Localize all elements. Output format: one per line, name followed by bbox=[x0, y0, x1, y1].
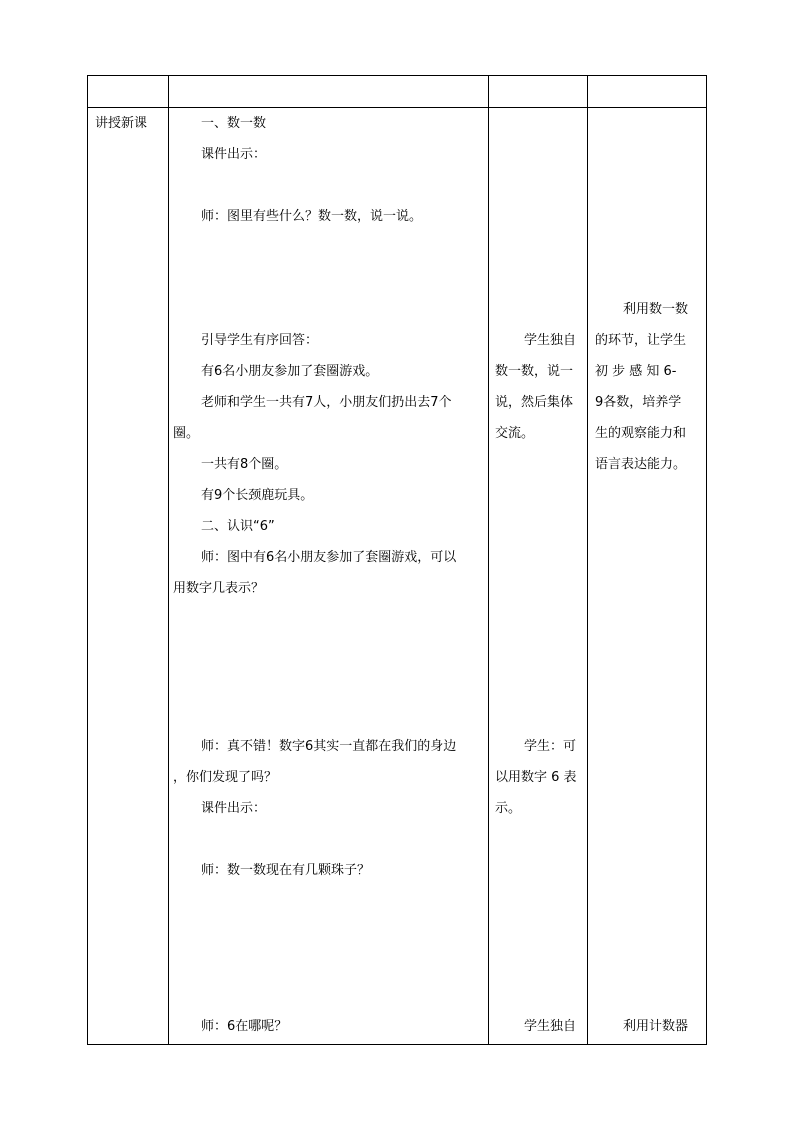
section-heading-recognize-6: 二、认识“6” bbox=[201, 519, 275, 534]
content-line: 师：图里有些什么？数一数，说一说。 bbox=[201, 209, 423, 224]
content-line: 师：6在哪呢？ bbox=[201, 1019, 288, 1034]
student-activity-line: 学生独自 bbox=[524, 333, 577, 348]
header-row-divider bbox=[87, 107, 707, 108]
student-activity-line: 说，然后集体 bbox=[495, 395, 574, 410]
content-line: 圈。 bbox=[173, 426, 200, 441]
student-activity-line: 数一数，说一 bbox=[495, 364, 574, 379]
table-left-border bbox=[87, 75, 88, 1045]
column-divider-1 bbox=[168, 75, 169, 1045]
content-line: 师：图中有6名小朋友参加了套圈游戏，可以 bbox=[201, 550, 457, 565]
content-line: 师：真不错！数字6其实一直都在我们的身边 bbox=[201, 739, 457, 754]
design-intent-line: 利用计数器 bbox=[623, 1019, 689, 1034]
design-intent-line: 的环节，让学生 bbox=[595, 333, 687, 348]
table-right-border bbox=[706, 75, 707, 1045]
table-top-border bbox=[87, 75, 707, 76]
column-divider-2 bbox=[488, 75, 489, 1045]
content-line: 有6名小朋友参加了套圈游戏。 bbox=[201, 364, 379, 379]
student-activity-line: 交流。 bbox=[495, 426, 535, 441]
content-line: 师：数一数现在有几颗珠子？ bbox=[201, 863, 371, 878]
content-line: 一共有8个圈。 bbox=[201, 457, 288, 472]
content-line: 课件出示： bbox=[201, 147, 267, 162]
design-intent-line: 利用数一数 bbox=[623, 302, 689, 317]
section-label: 讲授新课 bbox=[95, 116, 148, 131]
column-divider-3 bbox=[587, 75, 588, 1045]
student-activity-line: 以用数字 6 表 bbox=[495, 770, 577, 785]
student-activity-line: 学生独自 bbox=[524, 1019, 577, 1034]
design-intent-line: 初 步 感 知 6- bbox=[595, 364, 677, 379]
student-activity-line: 学生：可 bbox=[524, 739, 577, 754]
section-heading-count: 一、数一数 bbox=[201, 116, 267, 131]
content-line: ，你们发现了吗？ bbox=[173, 770, 278, 785]
design-intent-line: 9各数，培养学 bbox=[595, 395, 682, 410]
table-bottom-border bbox=[87, 1044, 707, 1045]
content-line: 课件出示： bbox=[201, 801, 267, 816]
content-line: 用数字几表示？ bbox=[173, 581, 265, 596]
content-line: 老师和学生一共有7人，小朋友们扔出去7个 bbox=[201, 395, 452, 410]
student-activity-line: 示。 bbox=[495, 801, 522, 816]
content-line: 有9个长颈鹿玩具。 bbox=[201, 488, 314, 503]
design-intent-line: 生的观察能力和 bbox=[595, 426, 687, 441]
design-intent-line: 语言表达能力。 bbox=[595, 457, 687, 472]
lesson-plan-table bbox=[87, 75, 707, 1045]
content-line: 引导学生有序回答： bbox=[201, 333, 319, 348]
